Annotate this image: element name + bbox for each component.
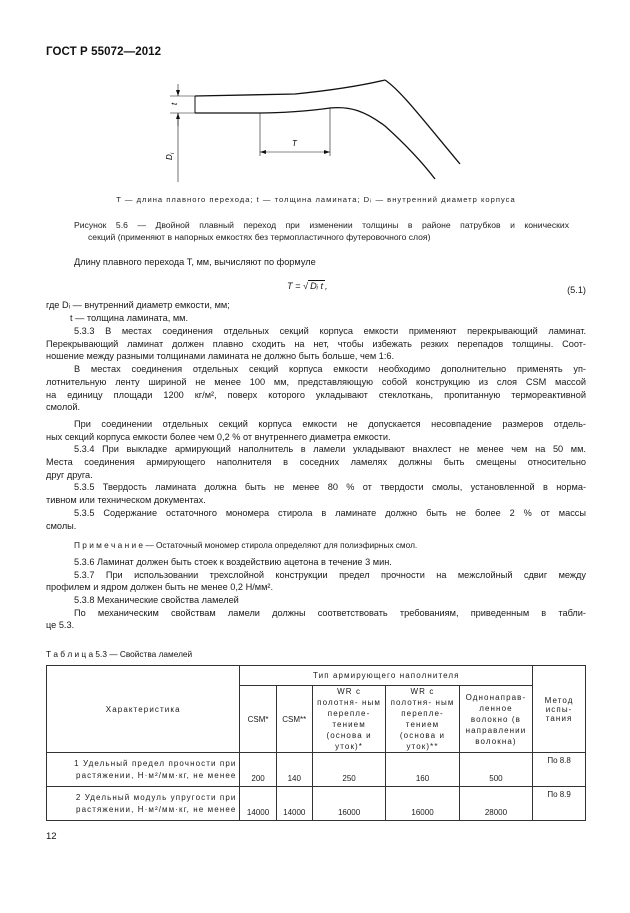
note: [46, 539, 586, 552]
table-title: Т а б л и ц а 5.3 — Свойства ламелей: [46, 649, 193, 659]
cell-wr2: 16000: [386, 787, 459, 821]
caption-line: секций (применяют в напорных емкостях без термопластичного футеровочного слоя): [88, 232, 431, 242]
figure-legend: T — длина плавного перехода; t — толщина ламината; Dᵢ — внутренний диаметр корпуса: [116, 195, 516, 204]
p535b-line: 5.3.5 Содержание остаточного мономера стирола в ламинате должно быть не более 2 % от массы: [74, 507, 586, 518]
p-seal-line: В местах соединения отдельных секций корпуса емкости необходимо дополнительно применять уп-: [74, 364, 586, 375]
row-name: 2 Удельный модуль упругости при растяжении, Н·м²/мм·кг, не менее: [47, 787, 240, 821]
header-csm2: CSM**: [276, 686, 312, 753]
sqrt-sign: √: [303, 281, 309, 291]
row-name: 1 Удельный предел прочности при растяжении, Н·м²/мм·кг, не менее: [47, 753, 240, 787]
p535-line: тивном или техническом документах.: [46, 495, 206, 506]
note-text: — Остаточный мономер стирола определяют для полиэфирных смол.: [143, 540, 418, 551]
outer-contour: [195, 80, 385, 96]
cell-wr1: 250: [312, 753, 385, 787]
cell-wr1: 16000: [312, 787, 385, 821]
cell-csm2: 140: [276, 753, 312, 787]
inner-contour: [195, 108, 435, 179]
label-D: D: [165, 154, 174, 160]
p538b-line: це 5.3.: [46, 620, 75, 631]
p-mis-line: При соединении отдельных секций корпуса емкости не допускается несовпадение размеров отдель-: [74, 418, 586, 429]
table-row: [47, 753, 586, 787]
header-csm1: CSM*: [240, 686, 276, 753]
formula-intro: Длину плавного перехода T, мм, вычисляют по формуле: [74, 257, 316, 267]
header-method: Метод испы- тания: [533, 666, 586, 753]
where-line: t — толщина ламината, мм.: [70, 313, 189, 323]
caption-line: Рисунок 5.6 — Двойной плавный переход при изменении толщины в районе патрубков и конических: [74, 220, 569, 230]
header-wr1: WR с полотня- ным перепле- тением (основа и уток)*: [312, 686, 385, 753]
header-uni: Однонаправ- ленное волокно (в направлении волокна): [459, 686, 532, 753]
cell-uni: 28000: [459, 787, 532, 821]
cell-csm2: 14000: [276, 787, 312, 821]
formula-tail: ,: [325, 281, 328, 291]
document-header: ГОСТ Р 55072—2012: [46, 46, 162, 58]
formula: [287, 280, 328, 293]
p537-line: 5.3.7 При использовании трехслойной конструкции предел прочности на межслойный сдвиг между: [74, 569, 586, 580]
cell-wr2: 160: [386, 753, 459, 787]
table-row: [47, 787, 586, 821]
p535-line: 5.3.5 Твердость ламината должна быть не менее 80 % от твердости смолы, установленной в норма-: [74, 482, 586, 493]
p533-line: 5.3.3 В местах соединения отдельных секций корпуса емкости применяют перекрывающий ламинат.: [74, 326, 586, 336]
p537-line: профилем и ядром должен быть не менее 0,2 Н/мм².: [46, 582, 274, 593]
p534-line: друг друга.: [46, 469, 93, 480]
label-D-sub: i: [170, 152, 176, 154]
cell-csm1: 14000: [240, 787, 276, 821]
note-label: П р и м е ч а н и е: [74, 540, 144, 551]
formula-lhs: T =: [287, 281, 301, 291]
header-filler-type: Тип армирующего наполнителя: [240, 666, 533, 686]
cell-csm1: 200: [240, 753, 276, 787]
transition-drawing: [150, 64, 490, 192]
p-seal-line: на единицу площади 1200 кг/м², поверх которого укладывают стеклоткань, пропитанную термореактивной: [46, 389, 586, 400]
body-text: [46, 325, 586, 632]
p533-line: Перекрывающий ламинат должен плавно сходить на нет, чтобы избежать резких перепадов толщины. Соот-: [46, 338, 586, 349]
p538-line: 5.3.8 Механические свойства ламелей: [74, 595, 239, 606]
p-seal-line: лотнительную ленту шириной не менее 100 мм, представляющую собой конструкцию из слоя CSM массой: [46, 376, 586, 387]
p536-line: 5.3.6 Ламинат должен быть стоек к воздействию ацетона в течение 3 мин.: [74, 556, 392, 567]
header-wr2: WR с полотня- ным перепле- тением (основа и уток)**: [386, 686, 459, 753]
formula-number: (5.1): [567, 285, 586, 295]
p538b-line: По механическим свойствам ламели должны соответствовать требованиям, приведенным в табли-: [74, 607, 586, 618]
page-number: 12: [46, 831, 57, 842]
cell-method: По 8.8: [533, 753, 586, 787]
header-characteristic: Характеристика: [47, 666, 240, 753]
cell-method: По 8.9: [533, 787, 586, 821]
properties-table: [46, 665, 586, 821]
p534-line: Места соединения армирующего наполнителя в соседних ламелях должны быть смещены относительно: [46, 457, 586, 468]
cell-uni: 500: [459, 753, 532, 787]
p533-line: ношение между разными толщинами ламината не должно быть больше, чем 1:6.: [46, 351, 395, 362]
p-seal-line: смолой.: [46, 402, 81, 413]
p534-line: 5.3.4 При выкладке армирующий наполнитель в ламели укладывают внахлест не менее чем на 50 мм.: [74, 444, 586, 455]
p535b-line: смолы.: [46, 520, 77, 531]
figure-caption: [74, 219, 569, 243]
where-line: где Dᵢ — внутренний диаметр емкости, мм;: [46, 300, 230, 310]
formula-radicand: Dᵢ t: [310, 281, 324, 291]
label-T: T: [292, 139, 297, 148]
p-mis-line: ных секций корпуса емкости более чем 0,2 % от внутреннего диаметра емкости.: [46, 431, 391, 442]
outer-slant: [385, 80, 460, 164]
label-t: t: [170, 102, 179, 105]
